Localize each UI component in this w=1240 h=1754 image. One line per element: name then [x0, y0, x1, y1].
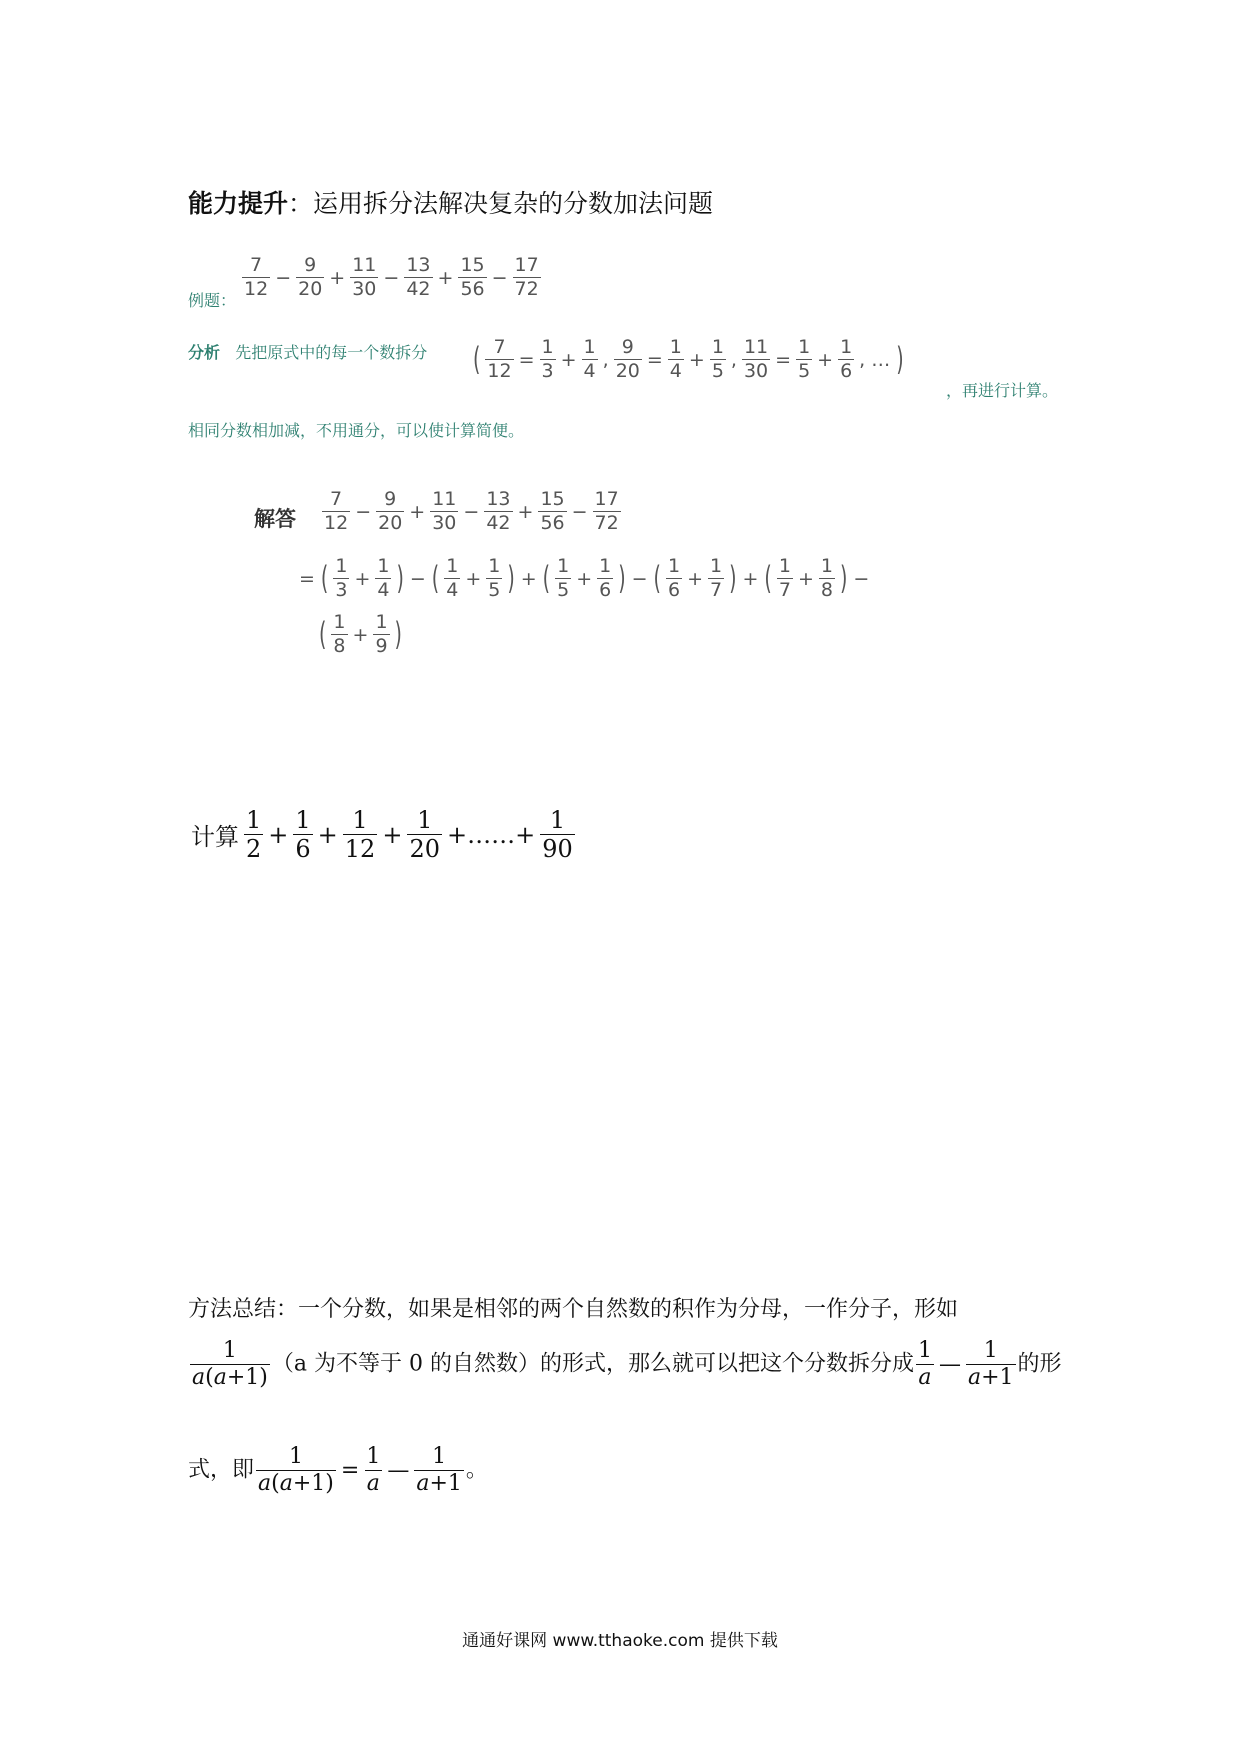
- numerator: 1: [778, 555, 791, 577]
- operator: +……+: [446, 820, 536, 849]
- numerator: 1: [432, 1444, 447, 1469]
- numerator: 1: [333, 611, 346, 633]
- parenthesis: ): [394, 615, 402, 654]
- parenthesis: (: [653, 559, 661, 598]
- analysis-line2: 相同分数相加减，不用通分，可以使计算简便。: [188, 421, 525, 440]
- denominator: a(a+1): [192, 1365, 268, 1390]
- solution-line-3: [316, 613, 405, 656]
- parenthesis: (: [319, 615, 327, 654]
- parenthesis: (: [431, 559, 440, 598]
- solution-fraction: [333, 557, 349, 600]
- analysis-fraction: [742, 338, 770, 381]
- solution-fraction: [597, 557, 613, 600]
- operator: −: [491, 266, 508, 289]
- operator: −: [631, 567, 648, 590]
- denominator: 20: [298, 278, 323, 300]
- example-fraction: [404, 256, 432, 299]
- compute-fraction: [540, 808, 575, 861]
- heading-bold: 能力提升: [188, 189, 289, 218]
- numerator: 1: [820, 555, 833, 577]
- solution-line-2: [296, 557, 872, 600]
- denominator: 6: [840, 360, 853, 382]
- compute-label: 计算: [191, 823, 239, 851]
- denominator: 20: [378, 512, 403, 534]
- solution-fraction: [322, 490, 350, 533]
- numerator: 1: [599, 555, 612, 577]
- example-expression: [240, 256, 543, 299]
- operator: =: [646, 348, 663, 371]
- compute-fraction: [343, 808, 378, 861]
- ellipsis: …: [871, 348, 891, 371]
- operator: −: [409, 567, 426, 590]
- example-fraction: [242, 256, 270, 299]
- numerator: 1: [366, 1444, 381, 1469]
- operator: +: [352, 623, 369, 646]
- analysis-fraction: [485, 338, 513, 381]
- denominator: 30: [352, 278, 377, 300]
- analysis-after-text: ，再进行计算。: [946, 381, 1059, 400]
- operator: +: [517, 500, 534, 523]
- operator: +: [520, 567, 537, 590]
- denominator: 12: [244, 278, 269, 300]
- example-fraction: [513, 256, 541, 299]
- numerator: 11: [743, 336, 769, 358]
- solution-line-1: [320, 490, 623, 533]
- analysis-text: 先把原式中的每一个数拆分: [235, 343, 428, 362]
- compute-problem: [188, 808, 577, 861]
- example-fraction: [350, 256, 378, 299]
- denominator: 4: [377, 579, 390, 601]
- numerator: 1: [983, 1338, 998, 1363]
- parenthesis: (: [764, 559, 772, 598]
- analysis-fraction: [614, 338, 642, 381]
- denominator: 42: [406, 278, 431, 300]
- operator: +: [742, 567, 759, 590]
- analysis-row: [188, 340, 427, 363]
- parenthesis: ): [839, 559, 848, 598]
- analysis-formula: [470, 338, 907, 381]
- solution-fraction: [708, 557, 724, 600]
- denominator: 12: [487, 360, 512, 382]
- operator: =: [518, 348, 535, 371]
- operator: +: [409, 500, 426, 523]
- numerator: 1: [667, 555, 681, 577]
- solution-fraction: [430, 490, 458, 533]
- numerator: 1: [541, 336, 554, 358]
- solution-fraction: [375, 557, 391, 600]
- numerator: 9: [304, 254, 317, 276]
- denominator: 20: [409, 835, 440, 863]
- summary-fraction: [256, 1446, 336, 1495]
- summary-line-1: 方法总结：一个分数，如果是相邻的两个自然数的积作为分母，一作分子，形如: [188, 1297, 959, 1322]
- numerator: 1: [417, 806, 433, 834]
- operator: +: [560, 348, 577, 371]
- denominator: 72: [594, 512, 619, 534]
- numerator: 1: [488, 555, 501, 577]
- denominator: 2: [246, 835, 262, 863]
- solution-fraction: [819, 557, 835, 600]
- denominator: 56: [540, 512, 565, 534]
- denominator: 6: [667, 579, 681, 601]
- operator: +: [354, 567, 371, 590]
- numerator: 15: [540, 488, 565, 510]
- operator: +: [382, 820, 403, 849]
- numerator: 1: [352, 806, 368, 834]
- section-heading: [188, 184, 713, 220]
- numerator: 11: [432, 488, 457, 510]
- summary-fraction: [414, 1446, 464, 1495]
- operator: =: [775, 348, 792, 371]
- numerator: 1: [295, 806, 311, 834]
- numerator: 1: [246, 806, 262, 834]
- parenthesis: (: [473, 340, 481, 379]
- solution-fraction: [444, 557, 460, 600]
- analysis-fraction: [710, 338, 726, 381]
- numerator: 1: [583, 336, 596, 358]
- solution-fraction: [666, 557, 682, 600]
- parenthesis: ): [729, 559, 737, 598]
- numerator: 1: [557, 555, 570, 577]
- numerator: 1: [222, 1338, 237, 1363]
- operator: +: [817, 348, 834, 371]
- denominator: a: [366, 1471, 380, 1496]
- denominator: 4: [669, 360, 682, 382]
- parenthesis: ): [618, 559, 626, 598]
- solution-fraction: [593, 490, 621, 533]
- summary-fraction: [190, 1340, 270, 1389]
- summary-fraction: [916, 1340, 934, 1389]
- numerator: 9: [621, 336, 634, 358]
- operator: +: [465, 567, 482, 590]
- denominator: 9: [375, 635, 388, 657]
- denominator: 3: [335, 579, 348, 601]
- numerator: 13: [406, 254, 431, 276]
- denominator: 7: [709, 579, 723, 601]
- compute-fraction: [407, 808, 442, 861]
- operator: +: [576, 567, 593, 590]
- denominator: a: [918, 1365, 932, 1390]
- analysis-fraction: [838, 338, 854, 381]
- denominator: 4: [583, 360, 596, 382]
- numerator: 1: [840, 336, 853, 358]
- summary-de-xing: 的形: [1017, 1351, 1062, 1377]
- operator: −: [355, 500, 372, 523]
- numerator: 1: [549, 806, 566, 834]
- example-fraction: [458, 256, 486, 299]
- numerator: 15: [460, 254, 485, 276]
- summary-end: 。: [465, 1457, 488, 1483]
- denominator: 90: [542, 835, 573, 863]
- operator: +: [268, 820, 289, 849]
- operator: ,: [602, 348, 609, 371]
- numerator: 7: [250, 254, 263, 276]
- operator: ,: [859, 348, 866, 371]
- numerator: 13: [486, 488, 511, 510]
- denominator: 56: [460, 278, 485, 300]
- operator: —: [387, 1458, 410, 1483]
- denominator: a(a+1): [258, 1471, 334, 1496]
- solution-fraction: [538, 490, 566, 533]
- example-label: 例题：: [188, 291, 237, 310]
- denominator: 6: [599, 579, 612, 601]
- denominator: a+1: [416, 1471, 462, 1496]
- operator: ,: [730, 348, 737, 371]
- summary-fraction: [966, 1340, 1016, 1389]
- denominator: 7: [778, 579, 791, 601]
- numerator: 1: [288, 1444, 303, 1469]
- compute-fraction: [293, 808, 312, 861]
- numerator: 1: [711, 336, 724, 358]
- denominator: a+1: [967, 1365, 1014, 1390]
- analysis-label: 分析: [188, 343, 221, 362]
- operator: =: [299, 567, 315, 590]
- denominator: 4: [446, 579, 459, 601]
- denominator: 12: [324, 512, 349, 534]
- operator: +: [797, 567, 814, 590]
- denominator: 8: [820, 579, 833, 601]
- numerator: 7: [493, 336, 506, 358]
- parenthesis: ): [507, 559, 515, 598]
- numerator: 1: [917, 1338, 932, 1363]
- denominator: 30: [432, 512, 457, 534]
- parenthesis: ): [896, 340, 904, 379]
- operator: +: [687, 567, 703, 590]
- parenthesis: (: [542, 559, 551, 598]
- numerator: 7: [330, 488, 343, 510]
- compute-fraction: [244, 808, 263, 861]
- parenthesis: ): [396, 559, 404, 598]
- operator: +: [688, 348, 705, 371]
- footer-credit: 通通好课网 www.tthaoke.com 提供下载: [462, 1631, 778, 1651]
- operator: +: [329, 266, 346, 289]
- numerator: 1: [377, 555, 390, 577]
- numerator: 1: [798, 336, 811, 358]
- solution-label: 解答: [254, 507, 296, 531]
- summary-note: （a 为不等于 0 的自然数）的形式，那么就可以把这个分数拆分成: [271, 1351, 914, 1377]
- solution-fraction: [331, 613, 347, 656]
- summary-line-3: [188, 1446, 488, 1495]
- summary-line-2: [188, 1340, 1062, 1389]
- operator: −: [463, 500, 480, 523]
- analysis-fraction: [796, 338, 812, 381]
- numerator: 17: [514, 254, 539, 276]
- numerator: 1: [669, 336, 682, 358]
- numerator: 1: [709, 555, 723, 577]
- numerator: 1: [335, 555, 348, 577]
- solution-fraction: [777, 557, 793, 600]
- solution-fraction: [555, 557, 571, 600]
- numerator: 1: [375, 611, 388, 633]
- solution-fraction: [486, 557, 502, 600]
- solution-fraction: [373, 613, 389, 656]
- solution-fraction: [484, 490, 512, 533]
- denominator: 5: [488, 579, 501, 601]
- denominator: 6: [295, 835, 311, 863]
- numerator: 1: [446, 555, 459, 577]
- analysis-fraction: [668, 338, 684, 381]
- operator: −: [275, 266, 292, 289]
- denominator: 3: [541, 360, 554, 382]
- operator: +: [317, 820, 338, 849]
- denominator: 30: [743, 360, 769, 382]
- numerator: 11: [352, 254, 377, 276]
- example-fraction: [296, 256, 324, 299]
- analysis-fraction: [582, 338, 598, 381]
- numerator: 17: [594, 488, 619, 510]
- operator: −: [853, 567, 870, 590]
- denominator: 5: [798, 360, 811, 382]
- analysis-fraction: [540, 338, 556, 381]
- operator: −: [571, 500, 588, 523]
- denominator: 8: [333, 635, 346, 657]
- summary-start: 式，即: [188, 1457, 255, 1483]
- solution-fraction: [376, 490, 404, 533]
- summary-fraction: [364, 1446, 382, 1495]
- denominator: 5: [711, 360, 724, 382]
- parenthesis: (: [320, 559, 329, 598]
- operator: =: [340, 1458, 360, 1483]
- numerator: 9: [384, 488, 397, 510]
- denominator: 20: [615, 360, 640, 382]
- denominator: 72: [514, 278, 539, 300]
- operator: +: [437, 266, 454, 289]
- denominator: 42: [486, 512, 511, 534]
- denominator: 5: [557, 579, 570, 601]
- denominator: 12: [344, 835, 376, 863]
- heading-rest: ：运用拆分法解决复杂的分数加法问题: [288, 189, 714, 218]
- operator: −: [383, 266, 400, 289]
- operator: —: [938, 1352, 961, 1377]
